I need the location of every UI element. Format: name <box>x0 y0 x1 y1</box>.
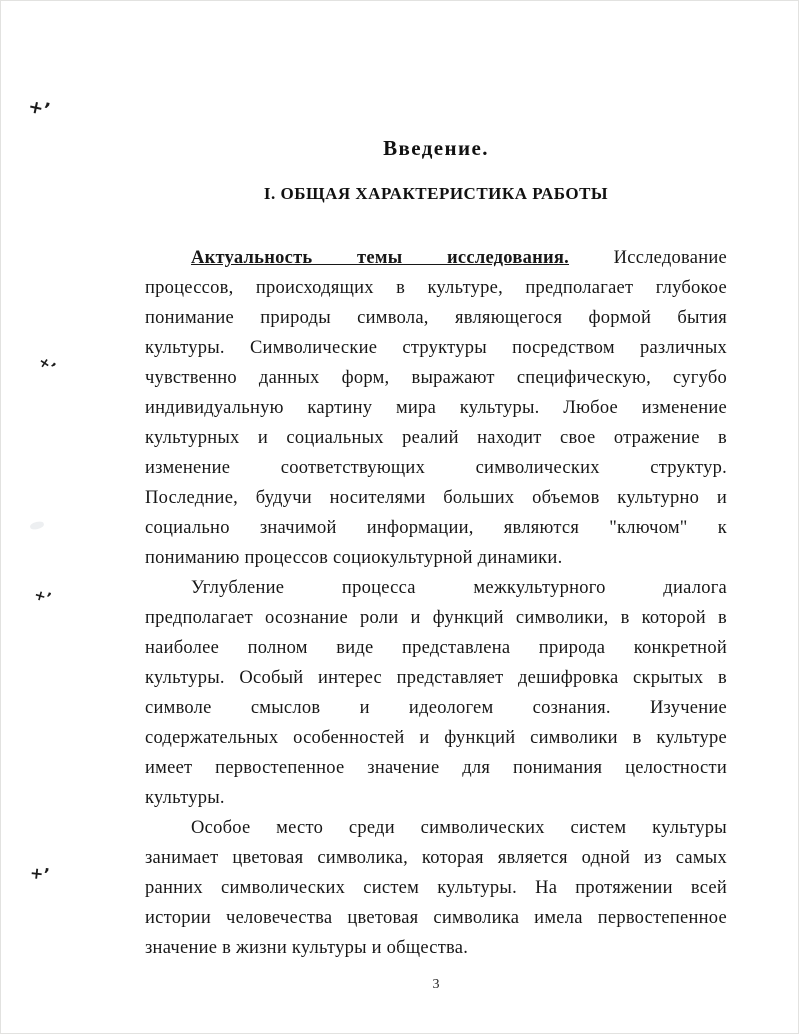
text-line: предполагает осознание роли и функций символики, в которой в <box>145 608 727 628</box>
ink-mark: +ʼ <box>34 353 59 377</box>
text-line <box>145 243 727 273</box>
ink-mark: +ʼ <box>32 586 53 608</box>
text-line: понимание природы символа, являющегося формой бытия <box>145 308 727 328</box>
text-line: ранних символических систем культуры. На протяжении всей <box>145 878 727 898</box>
text-line: пониманию процессов социокультурной динамики. <box>145 548 563 568</box>
body-text <box>145 243 727 963</box>
lead-rest: Исследование <box>613 248 728 268</box>
page-number: 3 <box>432 977 440 992</box>
text-line: культуры. Символические структуры посредством различных <box>145 338 727 358</box>
text-line: Особое место среди символических систем культуры <box>191 818 727 838</box>
text-line: чувственно данных форм, выражают специфическую, сугубо <box>145 368 727 388</box>
section-heading: I. ОБЩАЯ ХАРАКТЕРИСТИКА РАБОТЫ <box>263 184 609 203</box>
text-line: изменение соответствующих символических структур. <box>145 458 727 478</box>
text-line: индивидуальную картину мира культуры. Любое изменение <box>145 398 727 418</box>
text-line: значение в жизни культуры и общества. <box>145 938 469 958</box>
text-line: культурных и социальных реалий находит свое отражение в <box>145 428 727 448</box>
text-line: символе смыслов и идеологем сознания. Изучение <box>145 698 727 718</box>
text-line: занимает цветовая символика, которая является одной из самых <box>145 848 727 868</box>
lead-emphasis: Актуальность темы исследования. <box>191 248 570 268</box>
text-line: истории человечества цветовая символика имела первостепенное <box>145 908 727 928</box>
text-line: наиболее полном виде представлена природа конкретной <box>145 638 727 658</box>
page-title: Введение. <box>383 136 489 160</box>
ink-mark: +ʼ <box>29 863 51 884</box>
smudge-mark <box>29 520 44 530</box>
text-line: имеет первостепенное значение для понимания целостности <box>145 758 727 778</box>
text-line: содержательных особенностей и функций символики в культуре <box>145 728 727 748</box>
text-line: культуры. <box>145 788 225 808</box>
text-line: социально значимой информации, являются "ключом" к <box>145 518 727 538</box>
text-line: процессов, происходящих в культуре, предполагает глубокое <box>145 278 727 298</box>
ink-mark: +ʼ <box>26 95 52 122</box>
text-line: Углубление процесса межкультурного диалога <box>191 578 727 598</box>
text-line: культуры. Особый интерес представляет дешифровка скрытых в <box>145 668 727 688</box>
text-line: Последние, будучи носителями больших объемов культурно и <box>145 488 727 508</box>
